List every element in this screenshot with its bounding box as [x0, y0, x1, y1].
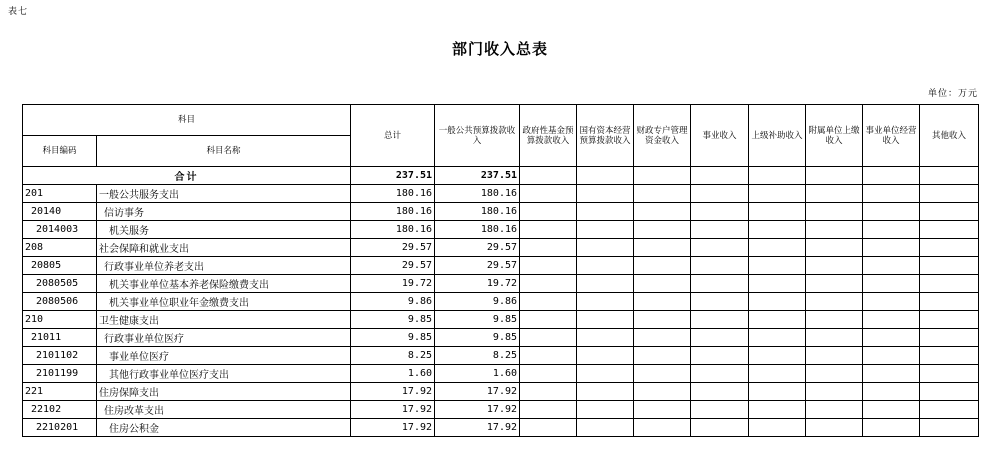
empty-cell [520, 401, 577, 419]
total-value: 17.92 [351, 401, 435, 419]
empty-cell [577, 167, 634, 185]
empty-cell [749, 239, 806, 257]
empty-cell [920, 275, 979, 293]
general-budget-value: 180.16 [435, 203, 520, 221]
empty-cell [634, 257, 691, 275]
empty-cell [749, 383, 806, 401]
empty-cell [863, 329, 920, 347]
empty-cell [577, 275, 634, 293]
empty-cell [920, 185, 979, 203]
empty-cell [634, 365, 691, 383]
table-row [23, 329, 979, 347]
empty-cell [577, 203, 634, 221]
empty-cell [634, 293, 691, 311]
empty-cell [749, 203, 806, 221]
unit-label: 单位：万元 [927, 89, 978, 99]
header-code: 科目编码 [23, 136, 97, 167]
subject-code: 2080506 [23, 293, 97, 311]
empty-cell [920, 221, 979, 239]
subject-name: 住房保障支出 [97, 383, 351, 401]
empty-cell [520, 419, 577, 437]
table-row [23, 185, 979, 203]
empty-cell [920, 257, 979, 275]
table-row [23, 311, 979, 329]
empty-cell [749, 365, 806, 383]
empty-cell [806, 275, 863, 293]
total-value: 8.25 [351, 347, 435, 365]
empty-cell [863, 203, 920, 221]
subject-name: 其他行政事业单位医疗支出 [97, 365, 351, 383]
table-row [23, 203, 979, 221]
empty-cell [577, 401, 634, 419]
subject-code: 22102 [23, 401, 97, 419]
empty-cell [920, 401, 979, 419]
subject-name: 行政事业单位医疗 [97, 329, 351, 347]
header-operating-income: 事业单位经营收入 [863, 105, 920, 167]
header-state-capital: 国有资本经营预算拨款收入 [577, 105, 634, 167]
empty-cell [863, 347, 920, 365]
empty-cell [806, 185, 863, 203]
empty-cell [749, 401, 806, 419]
general-budget-value: 29.57 [435, 239, 520, 257]
general-budget-value: 8.25 [435, 347, 520, 365]
table-row [23, 419, 979, 437]
empty-cell [520, 239, 577, 257]
general-budget-value: 19.72 [435, 275, 520, 293]
empty-cell [806, 203, 863, 221]
header-other-income: 其他收入 [920, 105, 979, 167]
empty-cell [806, 239, 863, 257]
empty-cell [577, 293, 634, 311]
header-subject: 科目 [23, 105, 351, 136]
header-special-fund: 财政专户管理资金收入 [634, 105, 691, 167]
empty-cell [520, 221, 577, 239]
subject-name: 卫生健康支出 [97, 311, 351, 329]
general-budget-value: 29.57 [435, 257, 520, 275]
empty-cell [691, 365, 749, 383]
empty-cell [749, 257, 806, 275]
subject-name: 机关事业单位基本养老保险缴费支出 [97, 275, 351, 293]
table-row [23, 257, 979, 275]
header-affiliated-income: 附属单位上缴收入 [806, 105, 863, 167]
subject-name: 住房改革支出 [97, 401, 351, 419]
table-number: 表七 [8, 7, 29, 17]
total-value: 180.16 [351, 221, 435, 239]
empty-cell [749, 329, 806, 347]
header-total: 总计 [351, 105, 435, 167]
total-value: 19.72 [351, 275, 435, 293]
empty-cell [806, 221, 863, 239]
empty-cell [520, 167, 577, 185]
empty-cell [520, 257, 577, 275]
total-value: 29.57 [351, 257, 435, 275]
subject-code: 2101102 [23, 347, 97, 365]
empty-cell [863, 221, 920, 239]
subject-name: 机关服务 [97, 221, 351, 239]
subject-code: 2101199 [23, 365, 97, 383]
empty-cell [691, 239, 749, 257]
empty-cell [806, 329, 863, 347]
empty-cell [749, 221, 806, 239]
general-budget-value: 9.85 [435, 329, 520, 347]
page-title: 部门收入总表 [451, 40, 548, 58]
header-name: 科目名称 [97, 136, 351, 167]
total-value: 9.86 [351, 293, 435, 311]
empty-cell [520, 185, 577, 203]
empty-cell [634, 275, 691, 293]
empty-cell [806, 419, 863, 437]
empty-cell [749, 347, 806, 365]
empty-cell [634, 185, 691, 203]
total-value: 9.85 [351, 329, 435, 347]
general-budget-value: 9.86 [435, 293, 520, 311]
header-business-income: 事业收入 [691, 105, 749, 167]
general-budget-value: 17.92 [435, 401, 520, 419]
total-value: 180.16 [351, 203, 435, 221]
empty-cell [863, 419, 920, 437]
empty-cell [749, 419, 806, 437]
empty-cell [749, 185, 806, 203]
total-value: 29.57 [351, 239, 435, 257]
income-summary-table [22, 104, 979, 437]
total-label: 合计 [23, 167, 351, 185]
empty-cell [920, 167, 979, 185]
empty-cell [577, 329, 634, 347]
empty-cell [520, 293, 577, 311]
empty-cell [520, 203, 577, 221]
empty-cell [577, 419, 634, 437]
table-row [23, 275, 979, 293]
empty-cell [920, 203, 979, 221]
empty-cell [691, 347, 749, 365]
empty-cell [920, 419, 979, 437]
general-budget-value: 180.16 [435, 185, 520, 203]
table-row [23, 401, 979, 419]
empty-cell [577, 311, 634, 329]
empty-cell [691, 185, 749, 203]
empty-cell [806, 365, 863, 383]
empty-cell [806, 257, 863, 275]
header-gov-fund: 政府性基金预算拨款收入 [520, 105, 577, 167]
empty-cell [691, 221, 749, 239]
empty-cell [520, 383, 577, 401]
subject-name: 事业单位医疗 [97, 347, 351, 365]
empty-cell [520, 329, 577, 347]
empty-cell [863, 167, 920, 185]
empty-cell [691, 293, 749, 311]
empty-cell [806, 293, 863, 311]
subject-name: 行政事业单位养老支出 [97, 257, 351, 275]
total-general-budget: 237.51 [435, 167, 520, 185]
empty-cell [920, 347, 979, 365]
empty-cell [520, 275, 577, 293]
empty-cell [806, 311, 863, 329]
empty-cell [577, 221, 634, 239]
general-budget-value: 17.92 [435, 383, 520, 401]
total-value: 237.51 [351, 167, 435, 185]
empty-cell [806, 383, 863, 401]
empty-cell [749, 293, 806, 311]
general-budget-value: 9.85 [435, 311, 520, 329]
empty-cell [920, 329, 979, 347]
empty-cell [863, 275, 920, 293]
empty-cell [634, 347, 691, 365]
empty-cell [577, 347, 634, 365]
empty-cell [691, 257, 749, 275]
table-row [23, 239, 979, 257]
empty-cell [863, 365, 920, 383]
empty-cell [520, 311, 577, 329]
empty-cell [749, 275, 806, 293]
subject-name: 机关事业单位职业年金缴费支出 [97, 293, 351, 311]
subject-code: 210 [23, 311, 97, 329]
subject-code: 21011 [23, 329, 97, 347]
empty-cell [863, 293, 920, 311]
header-general-budget: 一般公共预算拨款收入 [435, 105, 520, 167]
empty-cell [634, 203, 691, 221]
empty-cell [863, 257, 920, 275]
subject-code: 20805 [23, 257, 97, 275]
empty-cell [577, 365, 634, 383]
empty-cell [634, 329, 691, 347]
subject-code: 221 [23, 383, 97, 401]
empty-cell [634, 167, 691, 185]
empty-cell [691, 419, 749, 437]
header-superior-subsidy: 上级补助收入 [749, 105, 806, 167]
empty-cell [634, 239, 691, 257]
table-row [23, 383, 979, 401]
empty-cell [577, 185, 634, 203]
empty-cell [920, 239, 979, 257]
subject-code: 208 [23, 239, 97, 257]
subject-name: 住房公积金 [97, 419, 351, 437]
empty-cell [577, 257, 634, 275]
general-budget-value: 17.92 [435, 419, 520, 437]
empty-cell [634, 221, 691, 239]
subject-code: 20140 [23, 203, 97, 221]
subject-name: 社会保障和就业支出 [97, 239, 351, 257]
subject-code: 201 [23, 185, 97, 203]
empty-cell [577, 239, 634, 257]
empty-cell [520, 365, 577, 383]
total-row [23, 167, 979, 185]
empty-cell [806, 167, 863, 185]
empty-cell [634, 311, 691, 329]
empty-cell [863, 239, 920, 257]
empty-cell [920, 293, 979, 311]
total-value: 9.85 [351, 311, 435, 329]
empty-cell [863, 185, 920, 203]
subject-code: 2080505 [23, 275, 97, 293]
table-row [23, 293, 979, 311]
empty-cell [863, 311, 920, 329]
table-row [23, 365, 979, 383]
subject-name: 一般公共服务支出 [97, 185, 351, 203]
empty-cell [691, 383, 749, 401]
empty-cell [749, 311, 806, 329]
empty-cell [920, 383, 979, 401]
empty-cell [691, 311, 749, 329]
total-value: 180.16 [351, 185, 435, 203]
empty-cell [806, 401, 863, 419]
empty-cell [634, 401, 691, 419]
general-budget-value: 180.16 [435, 221, 520, 239]
empty-cell [691, 401, 749, 419]
empty-cell [520, 347, 577, 365]
empty-cell [863, 401, 920, 419]
total-value: 17.92 [351, 383, 435, 401]
general-budget-value: 1.60 [435, 365, 520, 383]
empty-cell [920, 311, 979, 329]
subject-name: 信访事务 [97, 203, 351, 221]
empty-cell [691, 203, 749, 221]
empty-cell [691, 167, 749, 185]
empty-cell [806, 347, 863, 365]
subject-code: 2014003 [23, 221, 97, 239]
empty-cell [863, 383, 920, 401]
empty-cell [691, 275, 749, 293]
total-value: 17.92 [351, 419, 435, 437]
empty-cell [691, 329, 749, 347]
empty-cell [634, 419, 691, 437]
empty-cell [577, 383, 634, 401]
subject-code: 2210201 [23, 419, 97, 437]
table-row [23, 221, 979, 239]
empty-cell [749, 167, 806, 185]
empty-cell [634, 383, 691, 401]
total-value: 1.60 [351, 365, 435, 383]
empty-cell [920, 365, 979, 383]
table-row [23, 347, 979, 365]
